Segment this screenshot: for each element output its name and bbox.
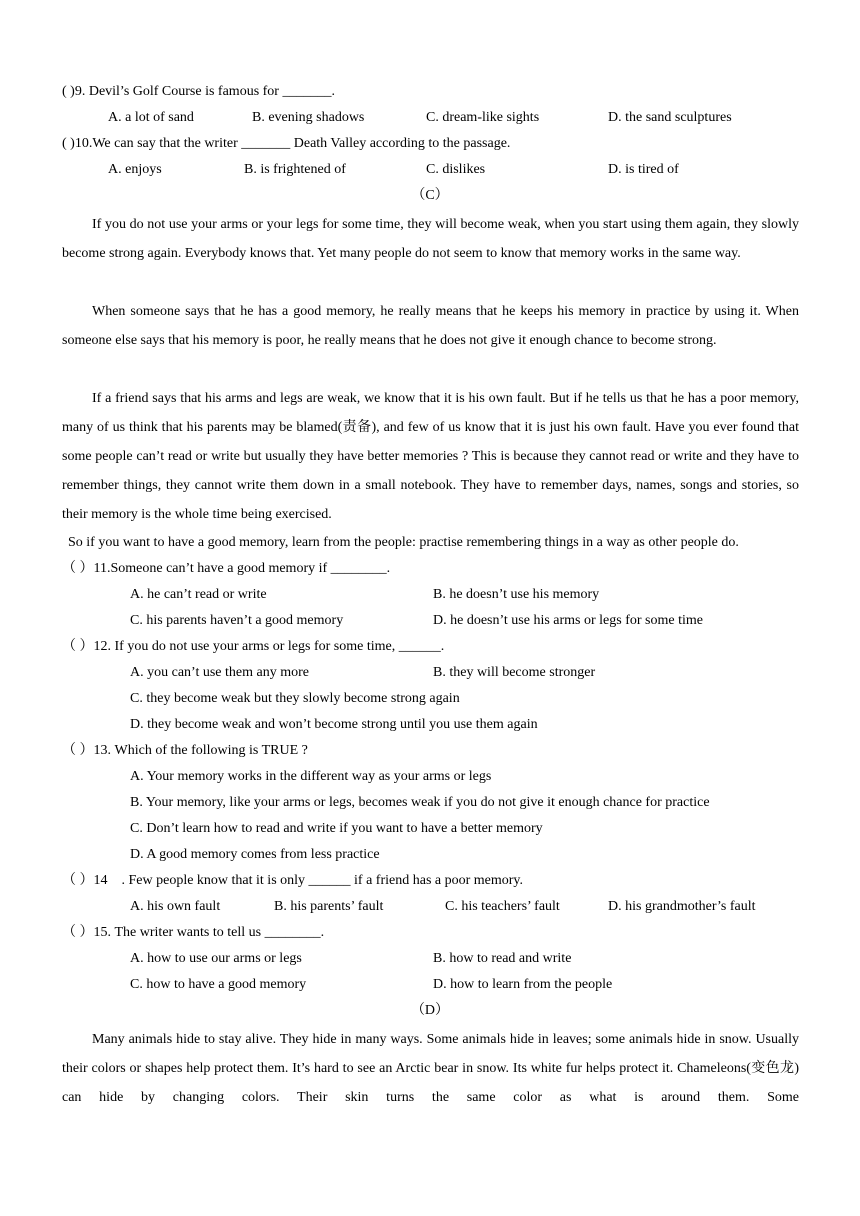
answer-bracket: （ ） (62, 639, 94, 654)
option-b: B. evening shadows (252, 110, 365, 125)
option-b: B. Your memory, like your arms or legs, becomes weak if you do not give it enough chance for practice (130, 795, 710, 810)
question-12 (62, 637, 444, 657)
question-stem: 9. Devil’s Golf Course is famous for _______. (74, 84, 335, 99)
question-stem: 15. The writer wants to tell us ________. (93, 925, 325, 940)
option-d: D. is tired of (608, 162, 679, 177)
option-a: A. Your memory works in the different way as your arms or legs (130, 769, 492, 784)
question-stem: 10.We can say that the writer _______ Death Valley according to the passage. (74, 136, 511, 151)
passage-c-paragraph-2: When someone says that he has a good memory, he really means that he keeps his memory in practice by using it. When someone else says that his memory is poor, he really means that he does not give it enough chance to become strong. (62, 304, 799, 348)
passage-d-paragraph-1: Many animals hide to stay alive. They hide in many ways. Some animals hide in leaves; some animals hide in snow. Usually their colors or shapes help protect them. It’s hard to see an Arctic bear in snow. Its white fur helps protect it. Chameleons(变色龙) can hide by changing colors. Their skin turns the same color as what is around them. Some (62, 1032, 799, 1105)
answer-bracket: （ ） (62, 925, 94, 940)
option-a: A. he can’t read or write (130, 587, 267, 602)
question-stem: . Few people know that it is only ______ if a friend has a poor memory. (121, 873, 524, 888)
option-b: B. how to read and write (433, 951, 572, 966)
answer-bracket: ( ) (62, 84, 75, 99)
question-number: 14 (93, 873, 108, 888)
option-d: D. how to learn from the people (433, 977, 613, 992)
answer-bracket: （ ） (62, 743, 94, 758)
passage-c-paragraph-1: If you do not use your arms or your legs for some time, they will become weak, when you start using them again, they slowly become strong again. Everybody knows that. Yet many people do not seem to know that memory works in the same way. (62, 217, 799, 261)
passage-c-paragraph-4: So if you want to have a good memory, learn from the people: practise remembering things in a way as other people do. (68, 535, 739, 550)
section-d-heading: （D） (410, 1003, 450, 1018)
question-stem: 13. Which of the following is TRUE ? (93, 743, 308, 758)
option-a: A. his own fault (130, 899, 221, 914)
option-b: B. they will become stronger (433, 665, 596, 680)
option-a: A. enjoys (108, 162, 162, 177)
section-c-heading: （C） (411, 188, 449, 203)
option-c: C. Don’t learn how to read and write if you want to have a better memory (130, 821, 543, 836)
answer-bracket: （ ） (62, 873, 94, 888)
answer-bracket: （ ） (62, 561, 94, 576)
question-13 (62, 741, 308, 761)
option-c: C. dislikes (426, 162, 486, 177)
option-a: A. a lot of sand (108, 110, 194, 125)
question-stem: 12. If you do not use your arms or legs for some time, ______. (93, 639, 445, 654)
option-d: D. he doesn’t use his arms or legs for some time (433, 613, 703, 628)
option-d: D. A good memory comes from less practice (130, 847, 380, 862)
option-d: D. the sand sculptures (608, 110, 732, 125)
question-14 (62, 871, 523, 891)
option-c: C. they become weak but they slowly become strong again (130, 691, 460, 706)
answer-bracket: ( ) (62, 136, 75, 151)
question-9 (62, 82, 335, 102)
option-b: B. he doesn’t use his memory (433, 587, 600, 602)
question-10 (62, 134, 510, 154)
question-11 (62, 559, 390, 579)
option-b: B. is frightened of (244, 162, 346, 177)
option-b: B. his parents’ fault (274, 899, 384, 914)
option-c: C. his teachers’ fault (445, 899, 560, 914)
option-a: A. you can’t use them any more (130, 665, 309, 680)
question-15 (62, 923, 324, 943)
option-c: C. his parents haven’t a good memory (130, 613, 344, 628)
option-a: A. how to use our arms or legs (130, 951, 302, 966)
passage-c-paragraph-3: If a friend says that his arms and legs are weak, we know that it is his own fault. But if he tells us that he has a poor memory, many of us think that his parents may be blamed(责备), and few of us know that it is just his own fault. Have you ever found that some people can’t read or write but usually they have better memories ? This is because they cannot read or write and they have to remember things, they cannot write them down in a small notebook. They have to remember days, names, songs and stories, so their memory is the whole time being exercised. (62, 391, 799, 522)
option-d: D. they become weak and won’t become strong until you use them again (130, 717, 538, 732)
option-d: D. his grandmother’s fault (608, 899, 756, 914)
option-c: C. dream-like sights (426, 110, 540, 125)
option-c: C. how to have a good memory (130, 977, 307, 992)
question-stem: 11.Someone can’t have a good memory if ________. (93, 561, 391, 576)
